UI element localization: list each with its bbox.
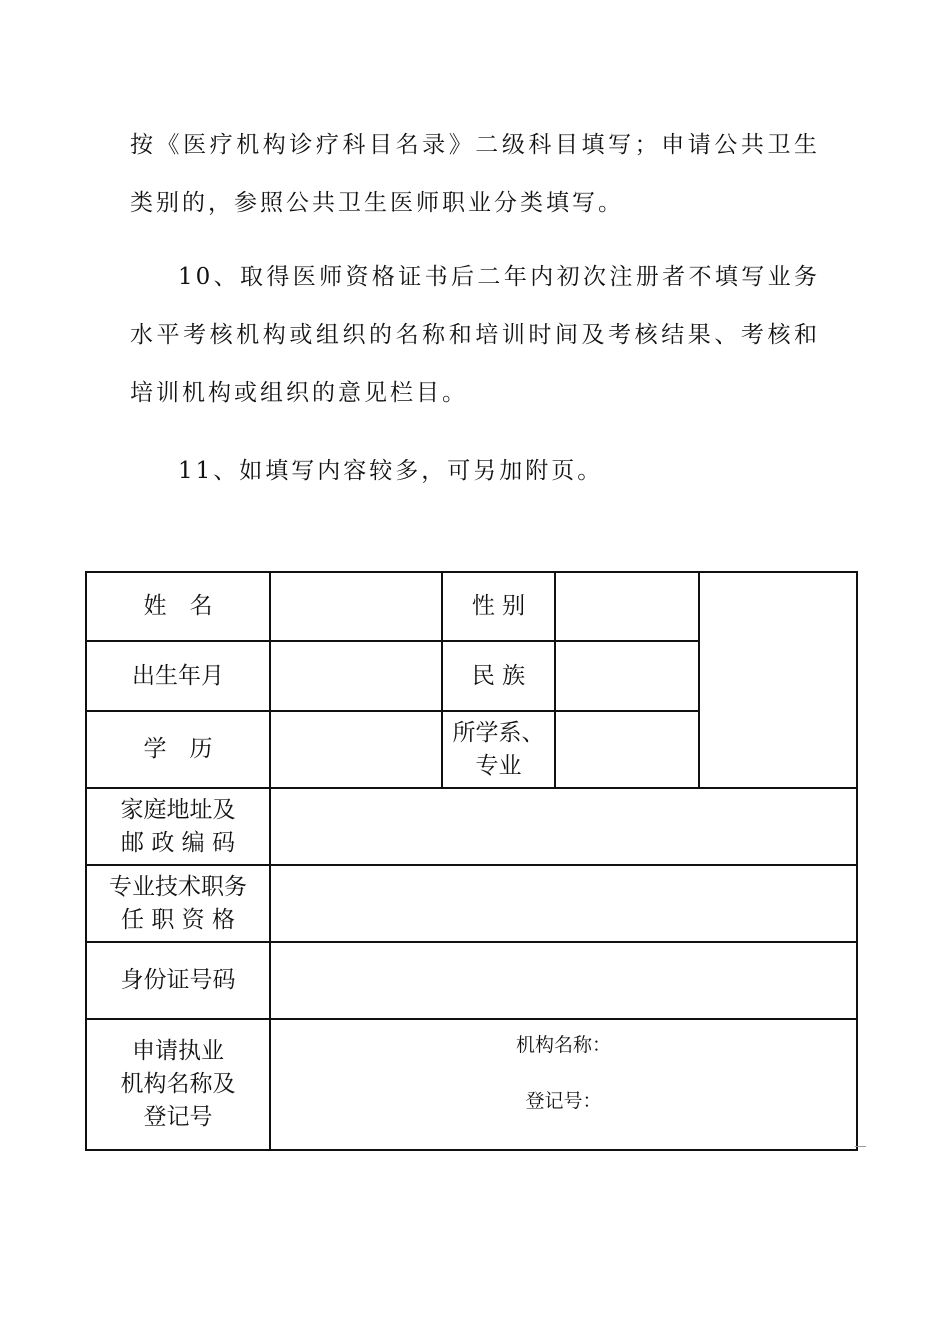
education-label: 学 历 (86, 711, 270, 788)
professional-title-label-line-2: 任 职 资 格 (121, 906, 235, 933)
gender-field[interactable] (555, 572, 699, 641)
photo-area[interactable] (699, 572, 857, 788)
major-label-line-1: 所学系、 (452, 719, 545, 746)
practice-org-label (86, 1019, 270, 1150)
address-field[interactable] (270, 788, 857, 865)
professional-title-field[interactable] (270, 865, 857, 942)
gender-label: 性 别 (442, 572, 555, 641)
instruction-paragraph-11: 11、如填写内容较多，可另加附页。 (178, 458, 604, 484)
ethnicity-field[interactable] (555, 641, 699, 711)
name-label: 姓 名 (86, 572, 270, 641)
birth-date-label: 出生年月 (86, 641, 270, 711)
address-label (86, 788, 270, 865)
address-label-line-2: 邮 政 编 码 (121, 829, 235, 856)
org-name-prompt: 机构名称： (515, 1033, 611, 1056)
practice-org-label-line-1: 申请执业 (132, 1038, 224, 1064)
table-edge-mark (855, 1146, 866, 1147)
professional-title-label-line-1: 专业技术职务 (109, 873, 247, 900)
registration-form-table (85, 571, 858, 1151)
instruction-paragraph-9: 按《医疗机构诊疗科目名录》二级科目填写；申请公共卫生类别的，参照公共卫生医师职业分类填写。 (130, 132, 820, 216)
instruction-paragraph-10: 10、取得医师资格证书后二年内初次注册者不填写业务水平考核机构或组织的名称和培训时间及考核结果、考核和培训机构或组织的意见栏目。 (130, 264, 820, 406)
id-number-label: 身份证号码 (86, 942, 270, 1019)
name-field[interactable] (270, 572, 442, 641)
practice-org-field[interactable] (270, 1019, 857, 1150)
ethnicity-label: 民 族 (442, 641, 555, 711)
major-field[interactable] (555, 711, 699, 788)
major-label-line-2: 专业 (475, 752, 522, 779)
practice-org-label-line-2: 机构名称及 (120, 1071, 236, 1097)
education-field[interactable] (270, 711, 442, 788)
id-number-field[interactable] (270, 942, 857, 1019)
registration-number-prompt: 登记号： (525, 1089, 602, 1112)
practice-org-label-line-3: 登记号 (143, 1104, 213, 1130)
birth-date-field[interactable] (270, 641, 442, 711)
address-label-line-1: 家庭地址及 (120, 796, 236, 823)
professional-title-label (86, 865, 270, 942)
major-label (442, 711, 555, 788)
